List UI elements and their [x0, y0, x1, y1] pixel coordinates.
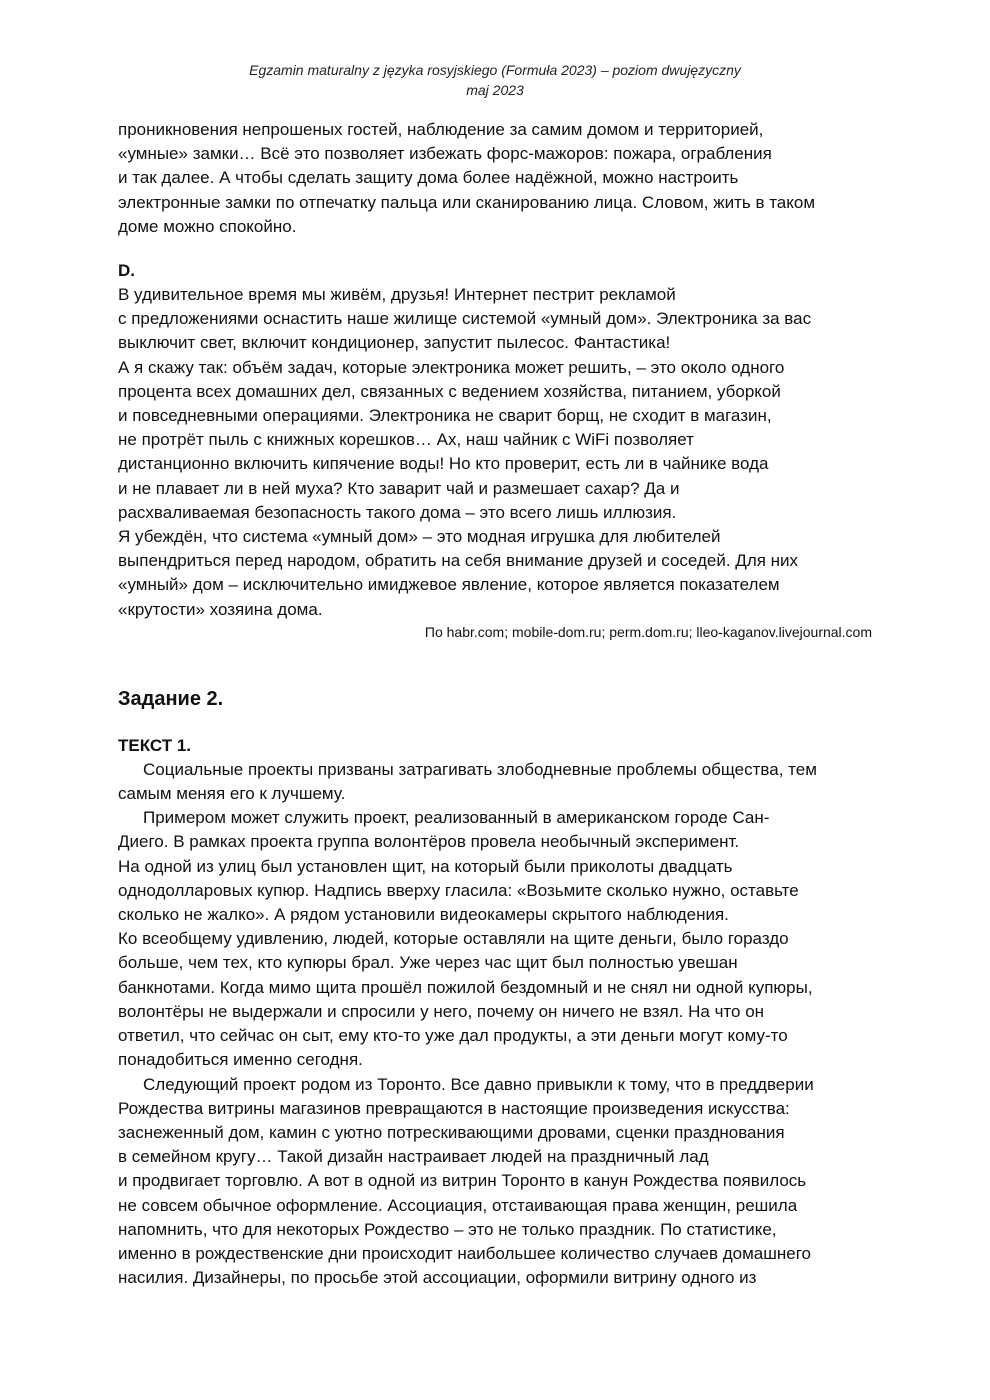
text-line: банкнотами. Когда мимо щита прошёл пожилой бездомный и не снял ни одной купюры,: [118, 977, 813, 997]
text-line: Диего. В рамках проекта группа волонтёров провела необычный эксперимент.: [118, 832, 740, 852]
document-body: [118, 118, 878, 1290]
task-title: Задание 2.: [118, 687, 224, 710]
text-line: именно в рождественские дни происходит наибольшее количество случаев домашнего: [118, 1243, 812, 1263]
text-line: сколько не жалко». А рядом установили видеокамеры скрытого наблюдения.: [118, 905, 729, 925]
text-line: В удивительное время мы живём, друзья! Интернет пестрит рекламой: [118, 285, 676, 305]
text-line: выключит свет, включит кондиционер, запустит пылесос. Фантастика!: [118, 333, 671, 353]
text-label: ТЕКСТ 1.: [118, 735, 192, 755]
spacer: [118, 642, 878, 686]
text-line: однодолларовых купюр. Надпись вверху гласила: «Возьмите сколько нужно, оставьте: [118, 880, 799, 900]
text-line: не протрёт пыль с книжных корешков… Ах, наш чайник с WiFi позволяет: [118, 430, 694, 450]
section-d: [118, 259, 878, 642]
text-line: ответил, что сейчас он сыт, ему кто-то уже дал продукты, а эти деньги могут кому-то: [118, 1026, 788, 1046]
paragraph-first-line: Примером может служить проект, реализованный в американском городе Сан-: [143, 808, 770, 828]
text-line: процента всех домашних дел, связанных с ведением хозяйства, питанием, уборкой: [118, 381, 781, 401]
text-line: и повседневными операциями. Электроника не сварит борщ, не сходит в магазин,: [118, 406, 772, 426]
text-line: проникновения непрошеных гостей, наблюдение за самим домом и территорией,: [118, 120, 764, 139]
text-line: «крутости» хозяина дома.: [118, 599, 323, 619]
text-line: и так далее. А чтобы сделать защиту дома более надёжной, можно настроить: [118, 168, 739, 188]
text-line: понадобиться именно сегодня.: [118, 1050, 363, 1070]
page-header: [0, 60, 990, 100]
text-line: Я убеждён, что система «умный дом» – это модная игрушка для любителей: [118, 527, 721, 547]
text-line: и не плавает ли в ней муха? Кто заварит чай и размешает сахар? Да и: [118, 478, 680, 498]
text-line: расхваливаемая безопасность такого дома – это всего лишь иллюзия.: [118, 502, 677, 522]
text-line: Ко всеобщему удивлению, людей, которые оставляли на щите деньги, было гораздо: [118, 929, 789, 949]
header-exam-title: Egzamin maturalny z języka rosyjskiego (Formuła 2023) – poziom dwujęzyczny: [249, 62, 741, 78]
spacer: [118, 239, 878, 259]
header-exam-date: maj 2023: [466, 82, 524, 98]
text-line: напомнить, что для некоторых Рождество – это не только праздник. По статистике,: [118, 1219, 777, 1239]
text-line: с предложениями оснастить наше жилище системой «умный дом». Электроника за вас: [118, 309, 812, 329]
text-line: На одной из улиц был установлен щит, на который были приколоты двадцать: [118, 856, 733, 876]
section-d-label: D.: [118, 261, 135, 281]
text-line: «умный» дом – исключительно имиджевое явление, которое является показателем: [118, 575, 780, 595]
text-line: электронные замки по отпечатку пальца или сканированию лица. Словом, жить в таком: [118, 192, 816, 212]
task-2-text: [118, 758, 878, 1290]
text-line: «умные» замки… Всё это позволяет избежать форс-мажоров: пожара, ограбления: [118, 144, 772, 164]
spacer: [118, 712, 878, 734]
text-line: выпендриться перед народом, обратить на себя внимание друзей и соседей. Для них: [118, 551, 799, 571]
text-line: Рождества витрины магазинов превращаются в настоящие произведения искусства:: [118, 1098, 790, 1118]
text-line: доме можно спокойно.: [118, 216, 297, 236]
paragraph-first-line: Следующий проект родом из Торонто. Все давно привыкли к тому, что в преддверии: [143, 1074, 814, 1094]
text-line: А я скажу так: объём задач, которые электроника может решить, – это около одного: [118, 357, 785, 377]
text-line: самым меняя его к лучшему.: [118, 784, 346, 804]
text-line: заснеженный дом, камин с уютно потрескивающими дровами, сценки празднования: [118, 1122, 785, 1142]
text-line: больше, чем тех, кто купюры брал. Уже через час щит был полностью увешан: [118, 953, 738, 973]
section-c-continuation: [118, 118, 878, 239]
text-line: волонтёры не выдержали и спросили у него, почему он ничего не взял. На что он: [118, 1001, 765, 1021]
text-line: дистанционно включить кипячение воды! Но кто проверит, есть ли в чайнике вода: [118, 454, 769, 474]
source-citation: По habr.com; mobile-dom.ru; perm.dom.ru; lleo-kaganov.livejournal.com: [424, 623, 872, 640]
text-line: не совсем обычное оформление. Ассоциация, отстаивающая права женщин, решила: [118, 1195, 798, 1215]
paragraph-first-line: Социальные проекты призваны затрагивать злободневные проблемы общества, тем: [143, 759, 817, 779]
text-line: в семейном кругу… Такой дизайн настраивает людей на праздничный лад: [118, 1147, 709, 1167]
task-2: [118, 686, 878, 1290]
text-line: и продвигает торговлю. А вот в одной из витрин Торонто в канун Рождества появилось: [118, 1171, 807, 1191]
text-line: насилия. Дизайнеры, по просьбе этой ассоциации, оформили витрину одного из: [118, 1268, 757, 1288]
